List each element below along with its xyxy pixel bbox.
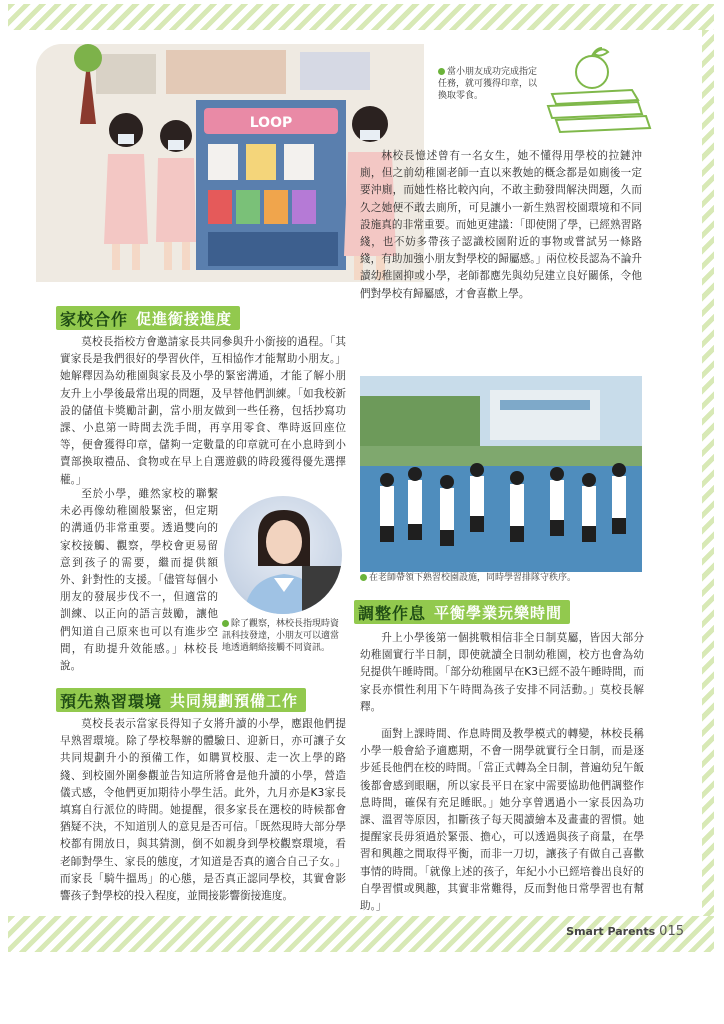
apple-books-icon (542, 42, 662, 142)
intro-paragraph-1: 林校長憶述曾有一名女生，她不懂得用學校的拉鏈沖廁，但之前幼稚園老師一直以來教她的概念都是如廁後一定要沖廁，而她性格比較內向，不敢主動發問解決問題，久而久之她便不敢去廁所，可見讓小一新生熟習校園環境和不同設施真的非常重要。而她更建議：「即使開了學，已經熟習路綫，也不妨多帶孩子認識校園附近的事物或嘗試另一條路綫，有助加強小朋友對學校的歸屬感。」兩位校長認為不論升讀幼稚園抑或小學，老師都應先與幼兒建立良好關係，令他們對學校有歸屬感，才會喜歡上學。 (360, 150, 642, 300)
caption-bullet-icon (438, 68, 445, 75)
photo1-caption: 當小朋友成功完成指定任務，就可獲得印章，以換取零食。 (438, 67, 538, 101)
apple-books-illustration (542, 42, 662, 142)
magazine-page (8, 4, 714, 1004)
heading-prepare (56, 688, 306, 712)
top-stripe-border (8, 4, 714, 30)
school-yard-illustration (360, 376, 642, 572)
board-sign-text: LOOP (249, 115, 293, 131)
principal-portrait-illustration (224, 496, 342, 614)
heading-cooperation-sub: 促進銜接進度 (136, 309, 233, 328)
prepare-paragraph-1: 莫校長表示當家長得知子女將升讀的小學，應跟他們提早熟習環境。除了學校舉辦的體驗日、迎新日，亦可讓子女共同規劃升小的預備工作，如購買校服、走一次上學的路綫、到校園外圍參觀並告知這所將會是他升讀的小學，營造儀式感，令他們更加期待小學生活。此外，九月亦是K3家長填寫自行派位的時間。她提醒，很多家長在選校的時候都會猶疑不決，不知道別人的意見是否可信。「既然現時大部分學校都有開放日，與其猜測，倒不如親身到學校觀察環境，看老師對學生、家長的態度，才知道是否真的適合自己子女。」而家長「騎牛搵馬」的心態，是否真正認同學校，其實會影響孩子對學校的投入程度，並間接影響銜接進度。 (60, 718, 346, 903)
heading-rest (354, 600, 570, 624)
cooperation-text-2 (60, 486, 218, 675)
heading-cooperation-main: 家校合作 (60, 309, 129, 329)
right-stripe-border (702, 30, 714, 916)
photo-principal-portrait (222, 494, 344, 616)
footer-brand: Smart Parents (566, 925, 656, 938)
caption-bullet-icon (222, 620, 229, 627)
cooperation-paragraph-2: 至於小學，雖然家校的聯繫未必再像幼稚園般緊密，但定期的溝通仍非常重要。透過雙向的家校接觸、觀察，學校會更易留意到孩子的需要，繼而提供額外、針對性的支援。「儘管每個小朋友的發展步伐不一，但適當的訓練、以正向的語言鼓勵，讓他們知道自己原來也可以有進步空間，有助提升效能感。」林校長說。 (60, 488, 218, 673)
photo2-caption: 在老師帶領下熟習校園設施，同時學習排隊守秩序。 (360, 572, 660, 584)
rest-paragraph-1: 升上小學後第一個挑戰相信非全日制莫屬，皆因大部分幼稚園實行半日制，即使就讀全日制幼稚園，校方也會為幼兒提供午睡時間。「部分幼稚園早在K3已經不設午睡時間，而家長亦慣性利用下午時間為孩子安排不同活動。」莫校長解釋。 (360, 632, 644, 713)
heading-cooperation (56, 306, 240, 330)
rest-text (360, 630, 644, 915)
heading-rest-sub: 平衡學業玩樂時間 (434, 603, 563, 622)
page-number: 015 (659, 924, 684, 939)
heading-prepare-main: 預先熟習環境 (60, 691, 163, 711)
heading-rest-main: 調整作息 (358, 603, 427, 623)
rest-paragraph-2: 面對上課時間、作息時間及教學模式的轉變，林校長稱小學一般會給予適應期，不會一開學就實行全日制，而是逐步延長他們在校的時間。「當正式轉為全日制，普遍幼兒午飯後都會感到眼睏，所以家長平日在家中需要協助他們調整作息時間，確保有充足睡眠。」她分享曾遇過小一家長因為功課、溫習等原因，扣斷孩子每天閱讀繪本及畫畫的習慣。她提醒家長毋須過於緊張、擔心，可以透過與孩子商量，在學習和興趣之間取得平衡，而非一刀切，讓孩子有做自己喜歡事情的時間。「就像上述的孩子，年紀小小已經培養出良好的自學習慣或興趣，其實非常難得，反而對他日常學習也有幫助。」 (360, 728, 644, 913)
prepare-text (60, 716, 346, 905)
caption-bullet-icon (360, 574, 367, 581)
cooperation-text (60, 334, 346, 489)
cooperation-paragraph-1: 莫校長指校方會邀請家長共同參與升小銜接的過程。「其實家長是我們很好的學習伙伴，互相協作才能幫助小朋友。」她解釋因為幼稚園與家長及小學的緊密溝通，才能了解小朋友升上小學後最常出現的問題，及早替他們訓練。「如我校新設的儲值卡獎勵計劃，當小朋友做到一些任務，包括抄寫功課、小息第一時間去洗手間，再享用零食、準時返回座位等，便會獲得印章，儲夠一定數量的印章就可在小息時到小賣部換取禮品、食物或在早上自選遊戲的時段獲得優先選擇權。」 (60, 336, 346, 486)
heading-prepare-sub: 共同規劃預備工作 (170, 691, 299, 710)
footer (566, 924, 684, 939)
intro-text (360, 148, 642, 303)
photo-school-yard (360, 376, 642, 572)
photo3-caption: 除了觀察，林校長指現時資訊科技發達，小朋友可以適當地透過網絡接觸不同資訊。 (222, 619, 340, 653)
